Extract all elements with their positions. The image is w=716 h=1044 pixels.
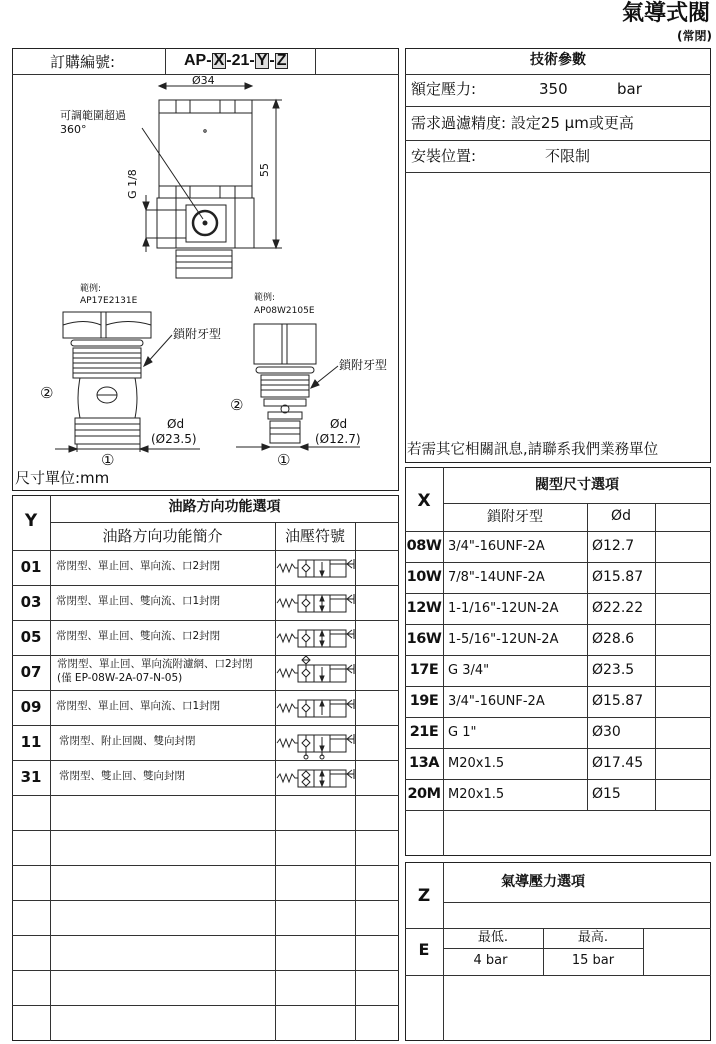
specs-panel bbox=[405, 48, 711, 463]
thread-label-2: 鎖附牙型 bbox=[339, 358, 388, 372]
x-row-code: 16W bbox=[406, 631, 442, 647]
mount-value: 不限制 bbox=[545, 147, 591, 165]
x-row-d: Ø17.45 bbox=[592, 755, 644, 771]
y-row-desc-note: (僅 EP-08W-2A-07-N-05) bbox=[57, 672, 183, 684]
max-label: 最高. bbox=[577, 930, 609, 945]
x-row-thread: 1-5/16"-12UN-2A bbox=[448, 632, 559, 647]
y-key: Y bbox=[24, 511, 38, 531]
x-row-code: 21E bbox=[409, 724, 439, 740]
x-key: X bbox=[417, 491, 431, 511]
y-row-desc: 常閉型、單止回、雙向流、口2封閉 bbox=[56, 630, 221, 642]
hydraulic-symbol-icon bbox=[276, 551, 356, 589]
y-row-desc: 常閉型、單止回、單向流、口1封閉 bbox=[56, 700, 221, 712]
port1-marker-1: ① bbox=[101, 451, 115, 469]
z-key: Z bbox=[417, 886, 431, 906]
dia-d-1: Ød bbox=[167, 417, 185, 431]
hydraulic-symbol-icon bbox=[276, 726, 356, 764]
y-row-code: 01 bbox=[20, 558, 42, 576]
x-row-d: Ø30 bbox=[592, 724, 621, 740]
x-row-code: 19E bbox=[409, 693, 439, 709]
y-row-desc: 常閉型、單止回、單向流附濾網、口2封閉 bbox=[57, 658, 253, 670]
x-row-d: Ø15.87 bbox=[592, 693, 644, 709]
pressure-label: 額定壓力: bbox=[411, 80, 477, 98]
x-row-thread: M20x1.5 bbox=[448, 787, 505, 802]
hydraulic-symbol-icon bbox=[276, 621, 356, 659]
example2-code: AP08W2105E bbox=[254, 306, 315, 316]
y-row-desc: 常閉型、雙止回、雙向封閉 bbox=[59, 770, 185, 782]
x-row-code: 20M bbox=[407, 786, 441, 802]
x-row-d: Ø28.6 bbox=[592, 631, 635, 647]
e-key: E bbox=[418, 940, 430, 959]
y-row-code: 05 bbox=[20, 628, 42, 646]
order-y: Y bbox=[256, 52, 268, 69]
x-col-d: Ød bbox=[611, 508, 631, 524]
y-row-code: 31 bbox=[20, 768, 42, 786]
port-size: G 1/8 bbox=[125, 169, 139, 199]
example1-code: AP17E2131E bbox=[80, 296, 138, 306]
x-row-d: Ø15.87 bbox=[592, 569, 644, 585]
hydraulic-symbol-icon bbox=[276, 656, 356, 694]
x-row-code: 17E bbox=[409, 662, 439, 678]
y-col-symbol: 油壓符號 bbox=[284, 527, 345, 545]
order-sep: - bbox=[269, 52, 275, 69]
order-code-label: 訂購編號: bbox=[50, 53, 116, 71]
y-row-desc: 常閉型、單止回、雙向流、口1封閉 bbox=[56, 595, 221, 607]
x-title: 閥型尺寸選項 bbox=[535, 477, 619, 493]
x-row-thread: G 1" bbox=[448, 725, 477, 740]
order-z: Z bbox=[276, 52, 287, 69]
hydraulic-symbol-icon bbox=[276, 691, 356, 729]
x-row-d: Ø22.22 bbox=[592, 600, 644, 616]
adjust-note: 可調範圍超過 bbox=[60, 109, 126, 122]
x-row-d: Ø15 bbox=[592, 786, 621, 802]
mount-label: 安裝位置: bbox=[411, 147, 477, 165]
dia-d-2: Ød bbox=[330, 417, 348, 431]
z-title: 氣導壓力選項 bbox=[501, 874, 585, 890]
y-row-desc: 常閉型、單止回、單向流、口2封閉 bbox=[56, 560, 221, 572]
x-row-d: Ø23.5 bbox=[592, 662, 635, 678]
specs-title: 技術參數 bbox=[530, 52, 586, 68]
dia-ex1: (Ø23.5) bbox=[151, 432, 197, 446]
contact-note: 若需其它相關訊息,請聯系我們業務單位 bbox=[407, 442, 659, 458]
port2-marker-1: ② bbox=[40, 384, 54, 402]
hydraulic-symbol-icon bbox=[276, 761, 356, 799]
x-row-code: 10W bbox=[406, 569, 442, 585]
y-col-desc: 油路方向功能簡介 bbox=[102, 527, 223, 545]
filter-spec: 需求過濾精度: 設定25 μm或更高 bbox=[411, 114, 634, 132]
y-title: 油路方向功能選項 bbox=[168, 499, 281, 515]
y-row-desc: 常閉型、附止回閥、雙向封閉 bbox=[59, 735, 196, 747]
pressure-value: 350 bbox=[539, 80, 568, 98]
y-row-code: 07 bbox=[20, 663, 42, 681]
x-row-code: 12W bbox=[406, 600, 442, 616]
order-mid: -21- bbox=[226, 52, 255, 69]
page-subtitle: (常閉) bbox=[677, 29, 712, 43]
x-row-code: 13A bbox=[409, 755, 439, 771]
height-dim: 55 bbox=[257, 163, 271, 178]
x-col-thread: 鎖附牙型 bbox=[487, 509, 543, 525]
port2-marker-2: ② bbox=[230, 396, 244, 414]
x-row-thread: G 3/4" bbox=[448, 663, 490, 678]
dia-top: Ø34 bbox=[192, 74, 215, 87]
x-row-thread: 3/4"-16UNF-2A bbox=[448, 539, 545, 554]
x-row-d: Ø12.7 bbox=[592, 538, 635, 554]
y-row-code: 09 bbox=[20, 698, 42, 716]
min-label: 最低. bbox=[477, 930, 509, 945]
x-row-thread: M20x1.5 bbox=[448, 756, 505, 771]
thread-label-1: 鎖附牙型 bbox=[173, 327, 222, 341]
adjust-angle: 360° bbox=[60, 123, 87, 136]
example1-label: 範例: bbox=[80, 284, 102, 294]
dia-ex2: (Ø12.7) bbox=[315, 432, 361, 446]
unit-label: 尺寸單位:mm bbox=[15, 469, 110, 487]
x-row-thread: 1-1/16"-12UN-2A bbox=[448, 601, 559, 616]
min-value: 4 bar bbox=[473, 953, 508, 968]
hydraulic-symbol-icon bbox=[276, 586, 356, 624]
order-x: X bbox=[213, 52, 225, 69]
y-row-code: 11 bbox=[20, 733, 42, 751]
y-row-code: 03 bbox=[20, 593, 42, 611]
x-row-thread: 3/4"-16UNF-2A bbox=[448, 694, 545, 709]
example2-label: 範例: bbox=[254, 293, 276, 303]
order-prefix: AP- bbox=[184, 52, 212, 69]
x-row-thread: 7/8"-14UNF-2A bbox=[448, 570, 545, 585]
page-title: 氣導式閥 bbox=[621, 1, 710, 26]
pressure-unit: bar bbox=[617, 80, 642, 98]
x-row-code: 08W bbox=[406, 538, 442, 554]
port1-marker-2: ① bbox=[277, 451, 291, 469]
max-value: 15 bar bbox=[571, 953, 615, 968]
